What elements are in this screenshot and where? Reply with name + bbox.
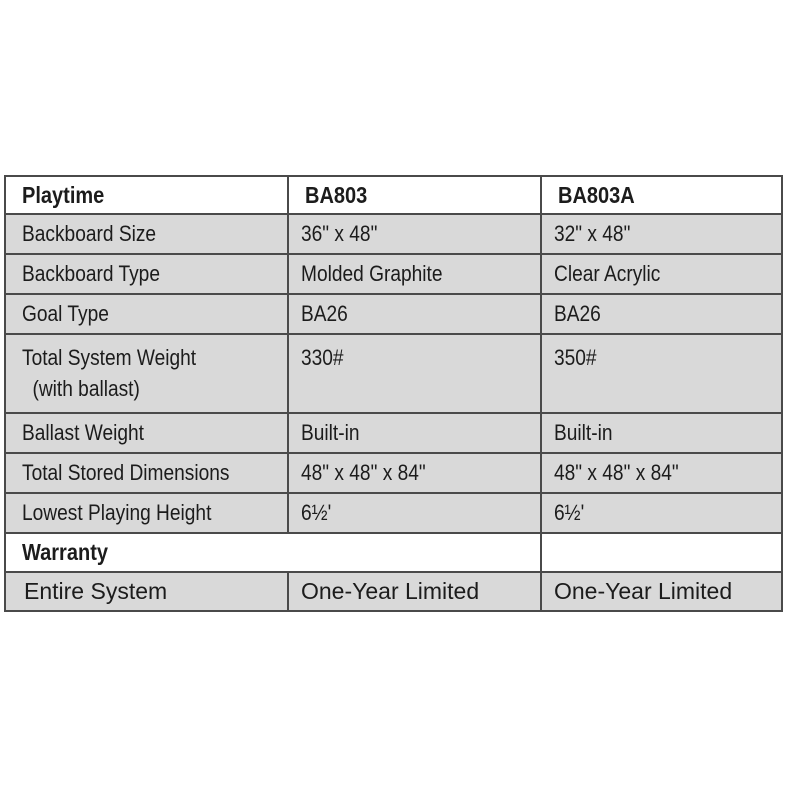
cell-value: 6½' xyxy=(301,500,332,525)
table-header-row xyxy=(5,176,782,214)
row-label-line2: (with ballast) xyxy=(32,376,140,401)
cell-value: Built-in xyxy=(301,420,360,445)
cell-value: One-Year Limited xyxy=(301,578,480,604)
table-row xyxy=(5,493,782,533)
row-label: Backboard Type xyxy=(22,261,160,286)
value-cell-ba803a xyxy=(541,214,782,254)
row-label-cell xyxy=(5,413,288,453)
row-label-cell xyxy=(5,493,288,533)
cell-value: 6½' xyxy=(554,500,585,525)
column-header-playtime xyxy=(5,176,288,214)
warranty-empty-cell xyxy=(541,533,782,572)
cell-value: 350# xyxy=(554,345,597,370)
table-row xyxy=(5,214,782,254)
value-cell-ba803 xyxy=(288,493,541,533)
row-label: Goal Type xyxy=(22,301,109,326)
value-cell-ba803a xyxy=(541,493,782,533)
cell-value: Built-in xyxy=(554,420,613,445)
value-cell-ba803a xyxy=(541,254,782,294)
value-cell-ba803 xyxy=(288,294,541,334)
cell-value: 330# xyxy=(301,345,344,370)
row-label: Ballast Weight xyxy=(22,420,144,445)
row-label-cell xyxy=(5,254,288,294)
value-cell-ba803a xyxy=(541,572,782,611)
cell-value: Clear Acrylic xyxy=(554,261,661,286)
warranty-section-label: Warranty xyxy=(22,539,108,565)
column-header-ba803 xyxy=(288,176,541,214)
value-cell-ba803a xyxy=(541,294,782,334)
value-cell-ba803 xyxy=(288,214,541,254)
warranty-section-row xyxy=(5,533,782,572)
column-header-label: BA803 xyxy=(305,181,368,208)
value-cell-ba803a xyxy=(541,453,782,493)
value-cell-ba803 xyxy=(288,413,541,453)
table-row xyxy=(5,254,782,294)
table-row xyxy=(5,572,782,611)
row-label-cell xyxy=(5,214,288,254)
row-label: Total System Weight xyxy=(22,345,197,370)
row-label-cell xyxy=(5,453,288,493)
cell-value: 48" x 48" x 84" xyxy=(301,460,426,485)
table-row xyxy=(5,453,782,493)
cell-value: BA26 xyxy=(554,301,601,326)
column-header-ba803a xyxy=(541,176,782,214)
column-header-label: Playtime xyxy=(22,181,105,208)
row-label: Total Stored Dimensions xyxy=(22,460,230,485)
value-cell-ba803a xyxy=(541,334,782,413)
spec-table xyxy=(4,175,783,612)
value-cell-ba803 xyxy=(288,254,541,294)
table-row xyxy=(5,413,782,453)
row-label: Entire System xyxy=(24,578,168,604)
table-row xyxy=(5,334,782,413)
value-cell-ba803 xyxy=(288,453,541,493)
cell-value: BA26 xyxy=(301,301,348,326)
table-row xyxy=(5,294,782,334)
value-cell-ba803 xyxy=(288,572,541,611)
value-cell-ba803 xyxy=(288,334,541,413)
cell-value: One-Year Limited xyxy=(554,578,733,604)
row-label-cell xyxy=(5,572,288,611)
column-header-label: BA803A xyxy=(558,181,635,208)
row-label-cell xyxy=(5,294,288,334)
cell-value: Molded Graphite xyxy=(301,261,443,286)
cell-value: 36" x 48" xyxy=(301,221,378,246)
row-label-cell xyxy=(5,334,288,413)
row-label: Lowest Playing Height xyxy=(22,500,212,525)
cell-value: 48" x 48" x 84" xyxy=(554,460,679,485)
warranty-section-label-cell xyxy=(5,533,541,572)
row-label: Backboard Size xyxy=(22,221,157,246)
cell-value: 32" x 48" xyxy=(554,221,631,246)
value-cell-ba803a xyxy=(541,413,782,453)
